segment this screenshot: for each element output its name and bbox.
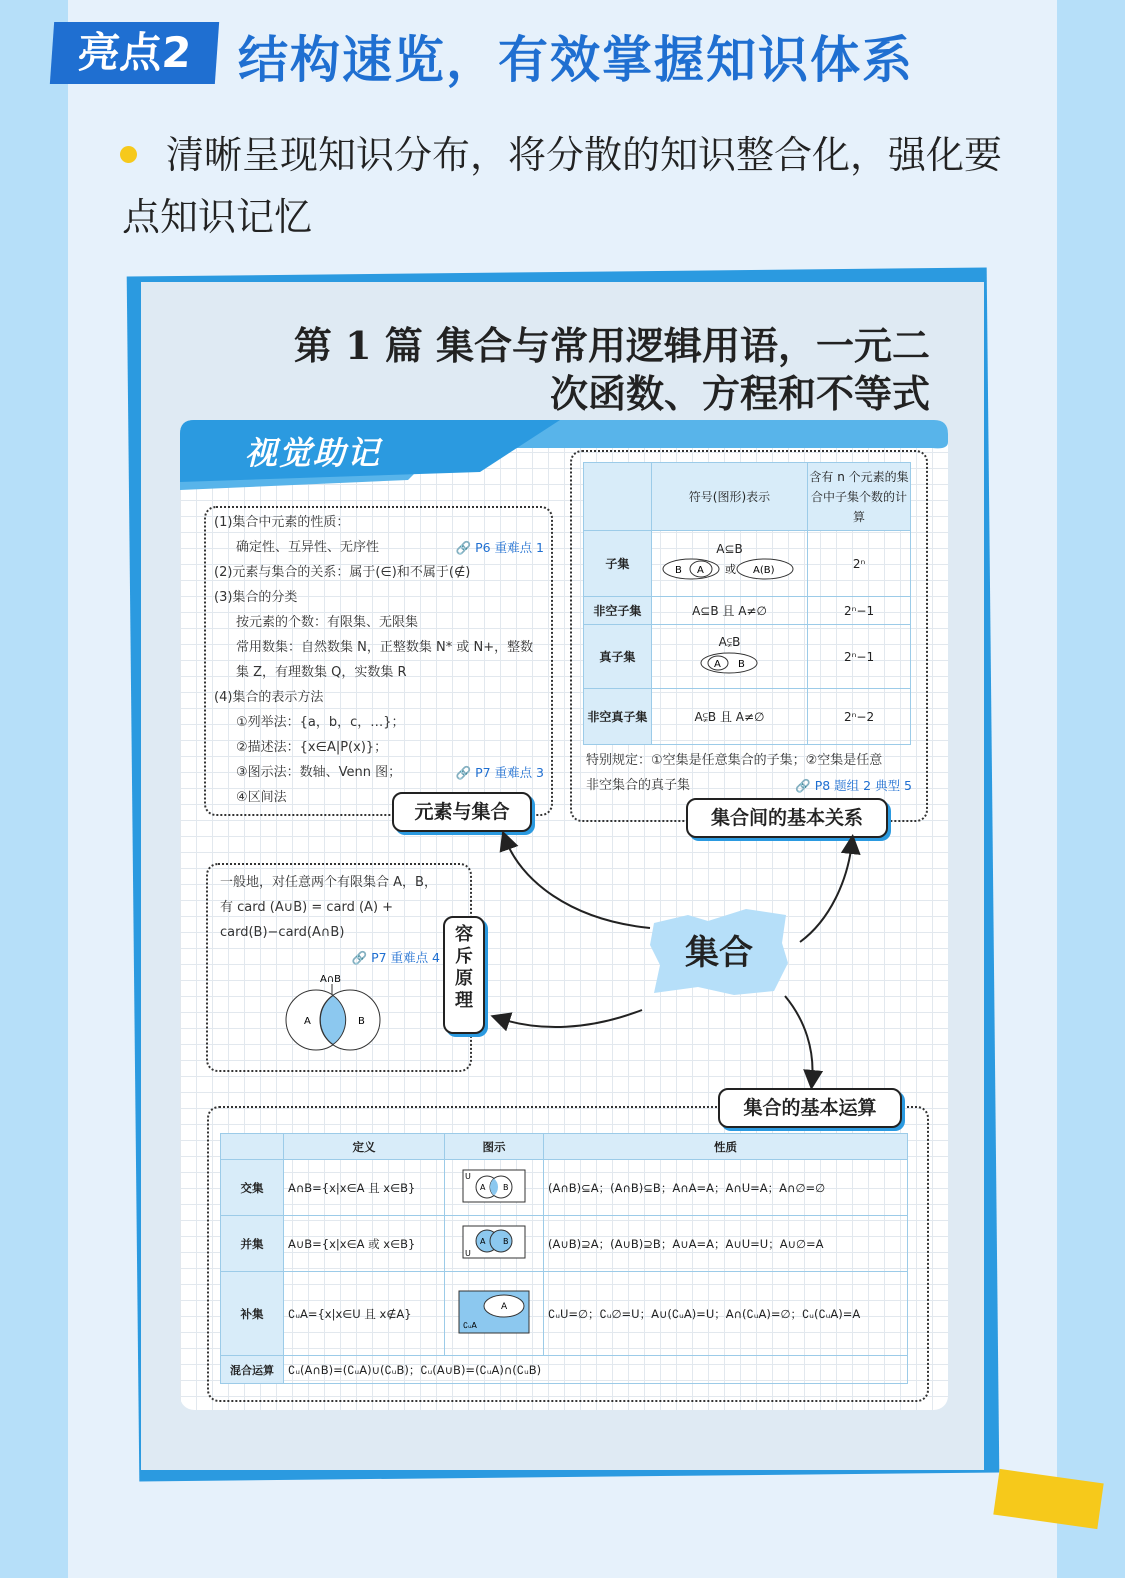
page-headline: 结构速览，有效掌握知识体系 xyxy=(238,31,914,89)
relation-note: 特别规定：①空集是任意集合的子集；②空集是任意 xyxy=(586,753,883,768)
row-symbol: A⫋B 且 A≠∅ xyxy=(651,689,807,745)
elements-line-row xyxy=(214,760,544,785)
elements-line: 按元素的个数：有限集、无限集 xyxy=(236,615,419,630)
operations-table xyxy=(220,1133,908,1384)
row-diagram-cell xyxy=(445,1160,544,1216)
elements-line: 确定性、互异性、无序性 xyxy=(236,540,380,555)
table-header: 符号(图形)表示 xyxy=(651,463,807,531)
elements-line: 常用数集：自然数集 N，正整数集 N* 或 N+，整数 xyxy=(236,640,534,655)
row-symbol-cell xyxy=(651,531,807,597)
operations-pill: 集合的基本运算 xyxy=(718,1088,902,1128)
highlight-badge: 亮点2 xyxy=(50,22,219,84)
row-diagram-cell xyxy=(445,1216,544,1272)
elements-line: (3)集合的分类 xyxy=(214,590,298,605)
elements-line: ④区间法 xyxy=(236,790,287,805)
row-label: 非空子集 xyxy=(584,597,652,625)
pill-char: 理 xyxy=(455,990,473,1011)
elements-pill: 元素与集合 xyxy=(392,792,532,832)
row-def: A∩B={x|x∈A 且 x∈B} xyxy=(284,1160,445,1216)
row-count: 2ⁿ−1 xyxy=(808,597,911,625)
inclusion-line: card(B)−card(A∩B) xyxy=(220,925,345,940)
table-header: 含有 n 个元素的集合中子集个数的计算 xyxy=(808,463,911,531)
row-symbol: A⊆B 且 A≠∅ xyxy=(651,597,807,625)
row-symbol-cell xyxy=(651,625,807,689)
elements-content xyxy=(214,510,544,810)
center-label: 集合 xyxy=(685,933,753,973)
venn-label: B xyxy=(675,565,683,576)
table-header-empty xyxy=(221,1134,284,1160)
elements-line: ③图示法：数轴、Venn 图； xyxy=(236,765,402,780)
row-symbol: A⊆B xyxy=(716,542,743,556)
elements-line: ②描述法：{x∈A|P(x)}； xyxy=(236,740,388,755)
elements-line: ①列举法：{a，b，c，…}； xyxy=(236,715,405,730)
tab-label: 视觉助记 xyxy=(245,434,382,472)
venn-label: B xyxy=(358,1016,365,1027)
inclusion-line: 有 card (A∪B) = card (A) + xyxy=(220,900,394,915)
table-header-empty xyxy=(584,463,652,531)
venn-label: A xyxy=(714,658,722,670)
venn-label: U xyxy=(465,1172,471,1181)
row-prop: ∁ᵤU=∅；∁ᵤ∅=U；A∪(∁ᵤA)=U；A∩(∁ᵤA)=∅；∁ᵤ(∁ᵤA)=A xyxy=(544,1272,908,1356)
card-title-line2: 次函数、方程和不等式 xyxy=(549,371,930,416)
relation-table xyxy=(583,462,911,745)
row-label: 子集 xyxy=(584,531,652,597)
venn-label: B xyxy=(738,658,746,670)
elements-line: 集 Z，有理数集 Q，实数集 R xyxy=(236,665,407,680)
row-prop: (A∩B)⊆A；(A∩B)⊆B；A∩A=A；A∩U=A；A∩∅=∅ xyxy=(544,1160,908,1216)
table-header: 定义 xyxy=(284,1134,445,1160)
pill-char: 斥 xyxy=(455,946,473,967)
row-symbol: A⫋B xyxy=(718,634,741,649)
venn-label: A(B) xyxy=(753,565,775,576)
row-prop: (A∪B)⊇A；(A∪B)⊇B；A∪A=A；A∪U=U；A∪∅=A xyxy=(544,1216,908,1272)
row-label: 交集 xyxy=(221,1160,284,1216)
venn-label: A xyxy=(501,1302,508,1312)
elements-line: (4)集合的表示方法 xyxy=(214,690,324,705)
subset-venn-icon xyxy=(659,556,799,582)
ref-link[interactable]: 🔗 P7 重难点 4 xyxy=(351,950,440,965)
card-title xyxy=(200,322,930,418)
row-label: 补集 xyxy=(221,1272,284,1356)
venn-label: A xyxy=(304,1016,311,1027)
venn-label: A xyxy=(480,1237,486,1246)
relation-notes xyxy=(586,748,912,798)
ref-link[interactable]: 🔗 P8 题组 2 典型 5 xyxy=(795,778,912,793)
relation-note: 非空集合的真子集 xyxy=(586,778,691,793)
union-venn-icon xyxy=(462,1225,526,1259)
row-label: 混合运算 xyxy=(221,1356,284,1384)
intersection-venn-icon xyxy=(462,1169,526,1203)
row-def: ∁ᵤA={x|x∈U 且 x∉A} xyxy=(284,1272,445,1356)
venn-label: B xyxy=(503,1183,509,1192)
elements-line-row xyxy=(214,535,544,560)
venn-label: A∩B xyxy=(320,974,342,985)
row-mixed: ∁ᵤ(A∩B)=(∁ᵤA)∪(∁ᵤB)；∁ᵤ(A∪B)=(∁ᵤA)∩(∁ᵤB) xyxy=(284,1356,908,1384)
venn-label: B xyxy=(503,1237,509,1246)
pill-char: 原 xyxy=(455,968,473,989)
ref-link[interactable]: 🔗 P6 重难点 1 xyxy=(455,540,544,555)
bullet-text: 清晰呈现知识分布，将分散的知识整合化，强化要点知识记忆 xyxy=(122,133,1003,239)
row-count: 2ⁿ−2 xyxy=(808,689,911,745)
table-header: 性质 xyxy=(544,1134,908,1160)
row-diagram-cell xyxy=(445,1272,544,1356)
inclusion-line: 一般地，对任意两个有限集合 A，B， xyxy=(220,875,437,890)
row-label: 真子集 xyxy=(584,625,652,689)
row-label: 并集 xyxy=(221,1216,284,1272)
elements-line: (2)元素与集合的关系：属于(∈)和不属于(∉) xyxy=(214,565,471,580)
elements-line: (1)集合中元素的性质： xyxy=(214,515,350,530)
row-count: 2ⁿ xyxy=(808,531,911,597)
proper-subset-venn-icon xyxy=(694,650,764,676)
mindmap-arrows xyxy=(180,820,948,1110)
left-stripe xyxy=(0,0,68,1578)
table-header: 图示 xyxy=(445,1134,544,1160)
ref-link[interactable]: 🔗 P7 重难点 3 xyxy=(455,765,544,780)
right-stripe xyxy=(1057,0,1125,1578)
row-def: A∪B={x|x∈A 或 x∈B} xyxy=(284,1216,445,1272)
venn-label: ∁ᵤA xyxy=(463,1321,477,1330)
venn-label: U xyxy=(465,1249,471,1258)
pill-char: 容 xyxy=(455,924,473,945)
row-label: 非空真子集 xyxy=(584,689,652,745)
venn-or: 或 xyxy=(725,563,737,576)
relation-pill: 集合间的基本关系 xyxy=(686,798,888,838)
venn-label: A xyxy=(480,1183,486,1192)
row-count: 2ⁿ−1 xyxy=(808,625,911,689)
complement-venn-icon xyxy=(458,1290,530,1334)
relation-note-row xyxy=(586,773,912,798)
venn-label: A xyxy=(697,565,705,576)
card-title-line1: 第 1 篇 集合与常用逻辑用语，一元二 xyxy=(293,323,930,368)
